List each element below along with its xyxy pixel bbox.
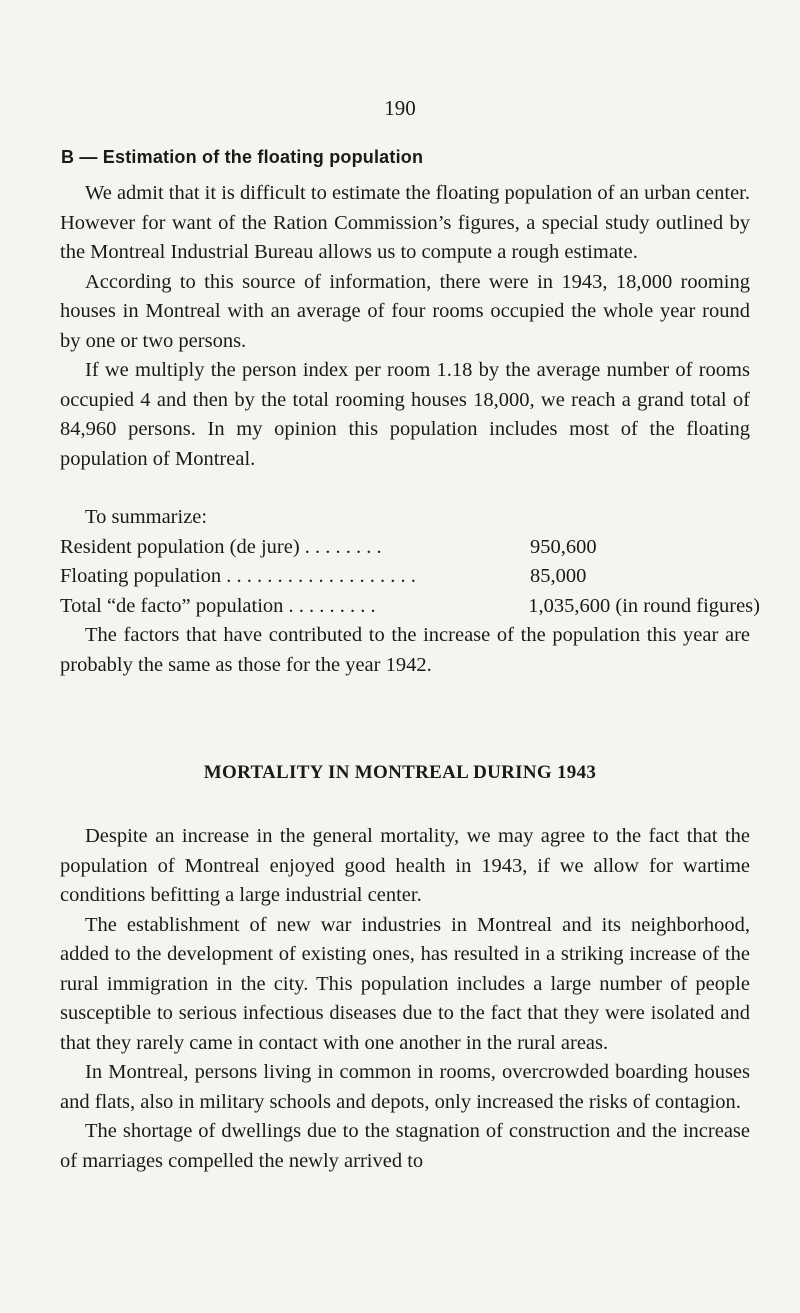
- summary-row: [60, 592, 760, 622]
- paragraph: If we multiply the person index per room 1.18 by the average number of rooms occupied 4 and then by the total rooming houses 18,000, we reach a grand total of 84,960 persons. In my opinion this population includes most of the floating population of Montreal.: [60, 359, 750, 470]
- summary-label: Floating population . . . . . . . . . . . . . . . . . . .: [60, 565, 416, 587]
- paragraph: We admit that it is difficult to estimate the floating population of an urban center. However for want of the Ration Commission’s figures, a special study outlined by the Montreal Industrial Bureau allows us to compute a rough estimate.: [60, 182, 750, 263]
- paragraph: The shortage of dwellings due to the stagnation of construction and the increase of marriages compelled the newly arrived to: [60, 1120, 750, 1172]
- summary-row: [60, 533, 760, 563]
- summary-label: Total “de facto” population . . . . . . . . .: [60, 594, 376, 617]
- section-b-body: [60, 179, 750, 474]
- paragraph: Despite an increase in the general mortality, we may agree to the fact that the population of Montreal enjoyed good health in 1943, if we allow for wartime conditions befitting a large industrial center.: [60, 825, 750, 906]
- summary-label: Resident population (de jure) . . . . . . . .: [60, 535, 382, 558]
- summary-value: 1,035,600 (in round figures): [528, 594, 760, 617]
- mortality-body: [60, 822, 750, 1176]
- paragraph: The establishment of new war industries in Montreal and its neighborhood, added to the development of existing ones, has resulted in a striking increase of the rural immigration in the city. This population includes a large number of people susceptible to serious infectious diseases due to the fact that they were isolated and that they rarely came in contact with one another in the rural areas.: [60, 913, 750, 1054]
- section-heading: B — Estimation of the floating population: [61, 147, 424, 167]
- summary-block: [60, 503, 760, 621]
- summary-value: 85,000: [530, 565, 587, 587]
- paragraph: The factors that have contributed to the increase of the population this year are probably the same as those for the year 1942.: [60, 624, 750, 676]
- page-number: 190: [384, 96, 416, 120]
- summary-row: [60, 562, 760, 592]
- summary-value: 950,600: [530, 535, 597, 558]
- paragraph: According to this source of information, there were in 1943, 18,000 rooming houses in Montreal with an average of four rooms occupied the whole year round by one or two persons.: [60, 270, 750, 352]
- section-b-closing: [60, 621, 750, 680]
- paragraph: In Montreal, persons living in common in rooms, overcrowded boarding houses and flats, also in military schools and depots, only increased the risks of contagion.: [60, 1061, 750, 1113]
- mortality-heading: MORTALITY IN MONTREAL DURING 1943: [203, 762, 597, 783]
- summary-intro: To summarize:: [85, 506, 208, 528]
